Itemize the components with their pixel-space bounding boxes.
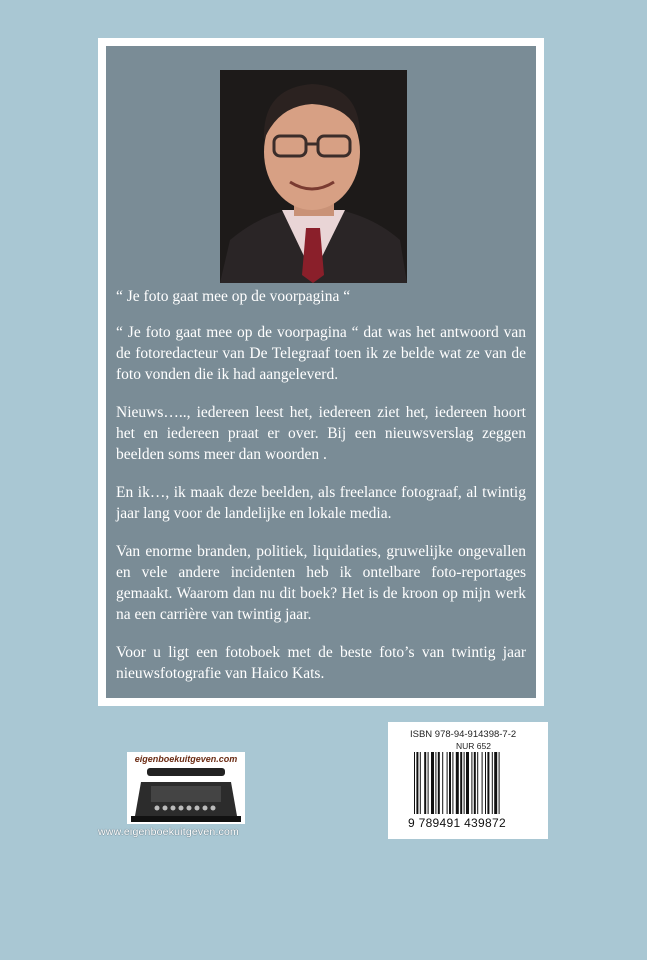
typewriter-icon <box>127 752 245 824</box>
publisher-logo <box>127 752 245 824</box>
paragraph-5: Voor u ligt een fotoboek met de beste foto’s van twintig jaar nieuwsfotografie van Haico Kats. <box>116 644 526 682</box>
isbn-barcode-box <box>388 722 548 839</box>
paragraph-4: Van enorme branden, politiek, liquidaties, gruwelijke ongevallen en vele andere incidenten heb ik ontelbare foto-reportages gemaakt. Waarom dan nu dit boek? Het is de kroon op mijn werk na een carrière van twintig jaar. <box>116 543 526 623</box>
back-cover-panel <box>106 46 536 698</box>
publisher-url: www.eigenboekuitgeven.com <box>98 826 239 838</box>
paragraph-3: En ik…, ik maak deze beelden, als freelance fotograaf, al twintig jaar lang voor de landelijke en lokale media. <box>116 484 526 522</box>
publisher-logo-text: eigenboekuitgeven.com <box>134 754 238 764</box>
paragraph-2: Nieuws….., iedereen leest het, iedereen ziet het, iedereen hoort het en iedereen praat er over. Bij een nieuwsverslag zeggen beelden soms meer dan woorden . <box>116 404 526 463</box>
barcode-digits: 9 789491 439872 <box>408 816 506 830</box>
isbn-number: ISBN 978-94-914398-7-2 <box>410 729 517 740</box>
back-cover-text <box>116 286 526 701</box>
author-photo <box>220 70 407 283</box>
quote-title: “ Je foto gaat mee op de voorpagina “ <box>116 288 351 305</box>
nur-code: NUR 652 <box>456 741 491 751</box>
paragraph-1: “ Je foto gaat mee op de voorpagina “ dat was het antwoord van de fotoredacteur van De Telegraaf toen ik ze belde wat ze van de foto vonden die ik had aangeleverd. <box>116 324 526 383</box>
barcode-icon <box>414 752 524 816</box>
